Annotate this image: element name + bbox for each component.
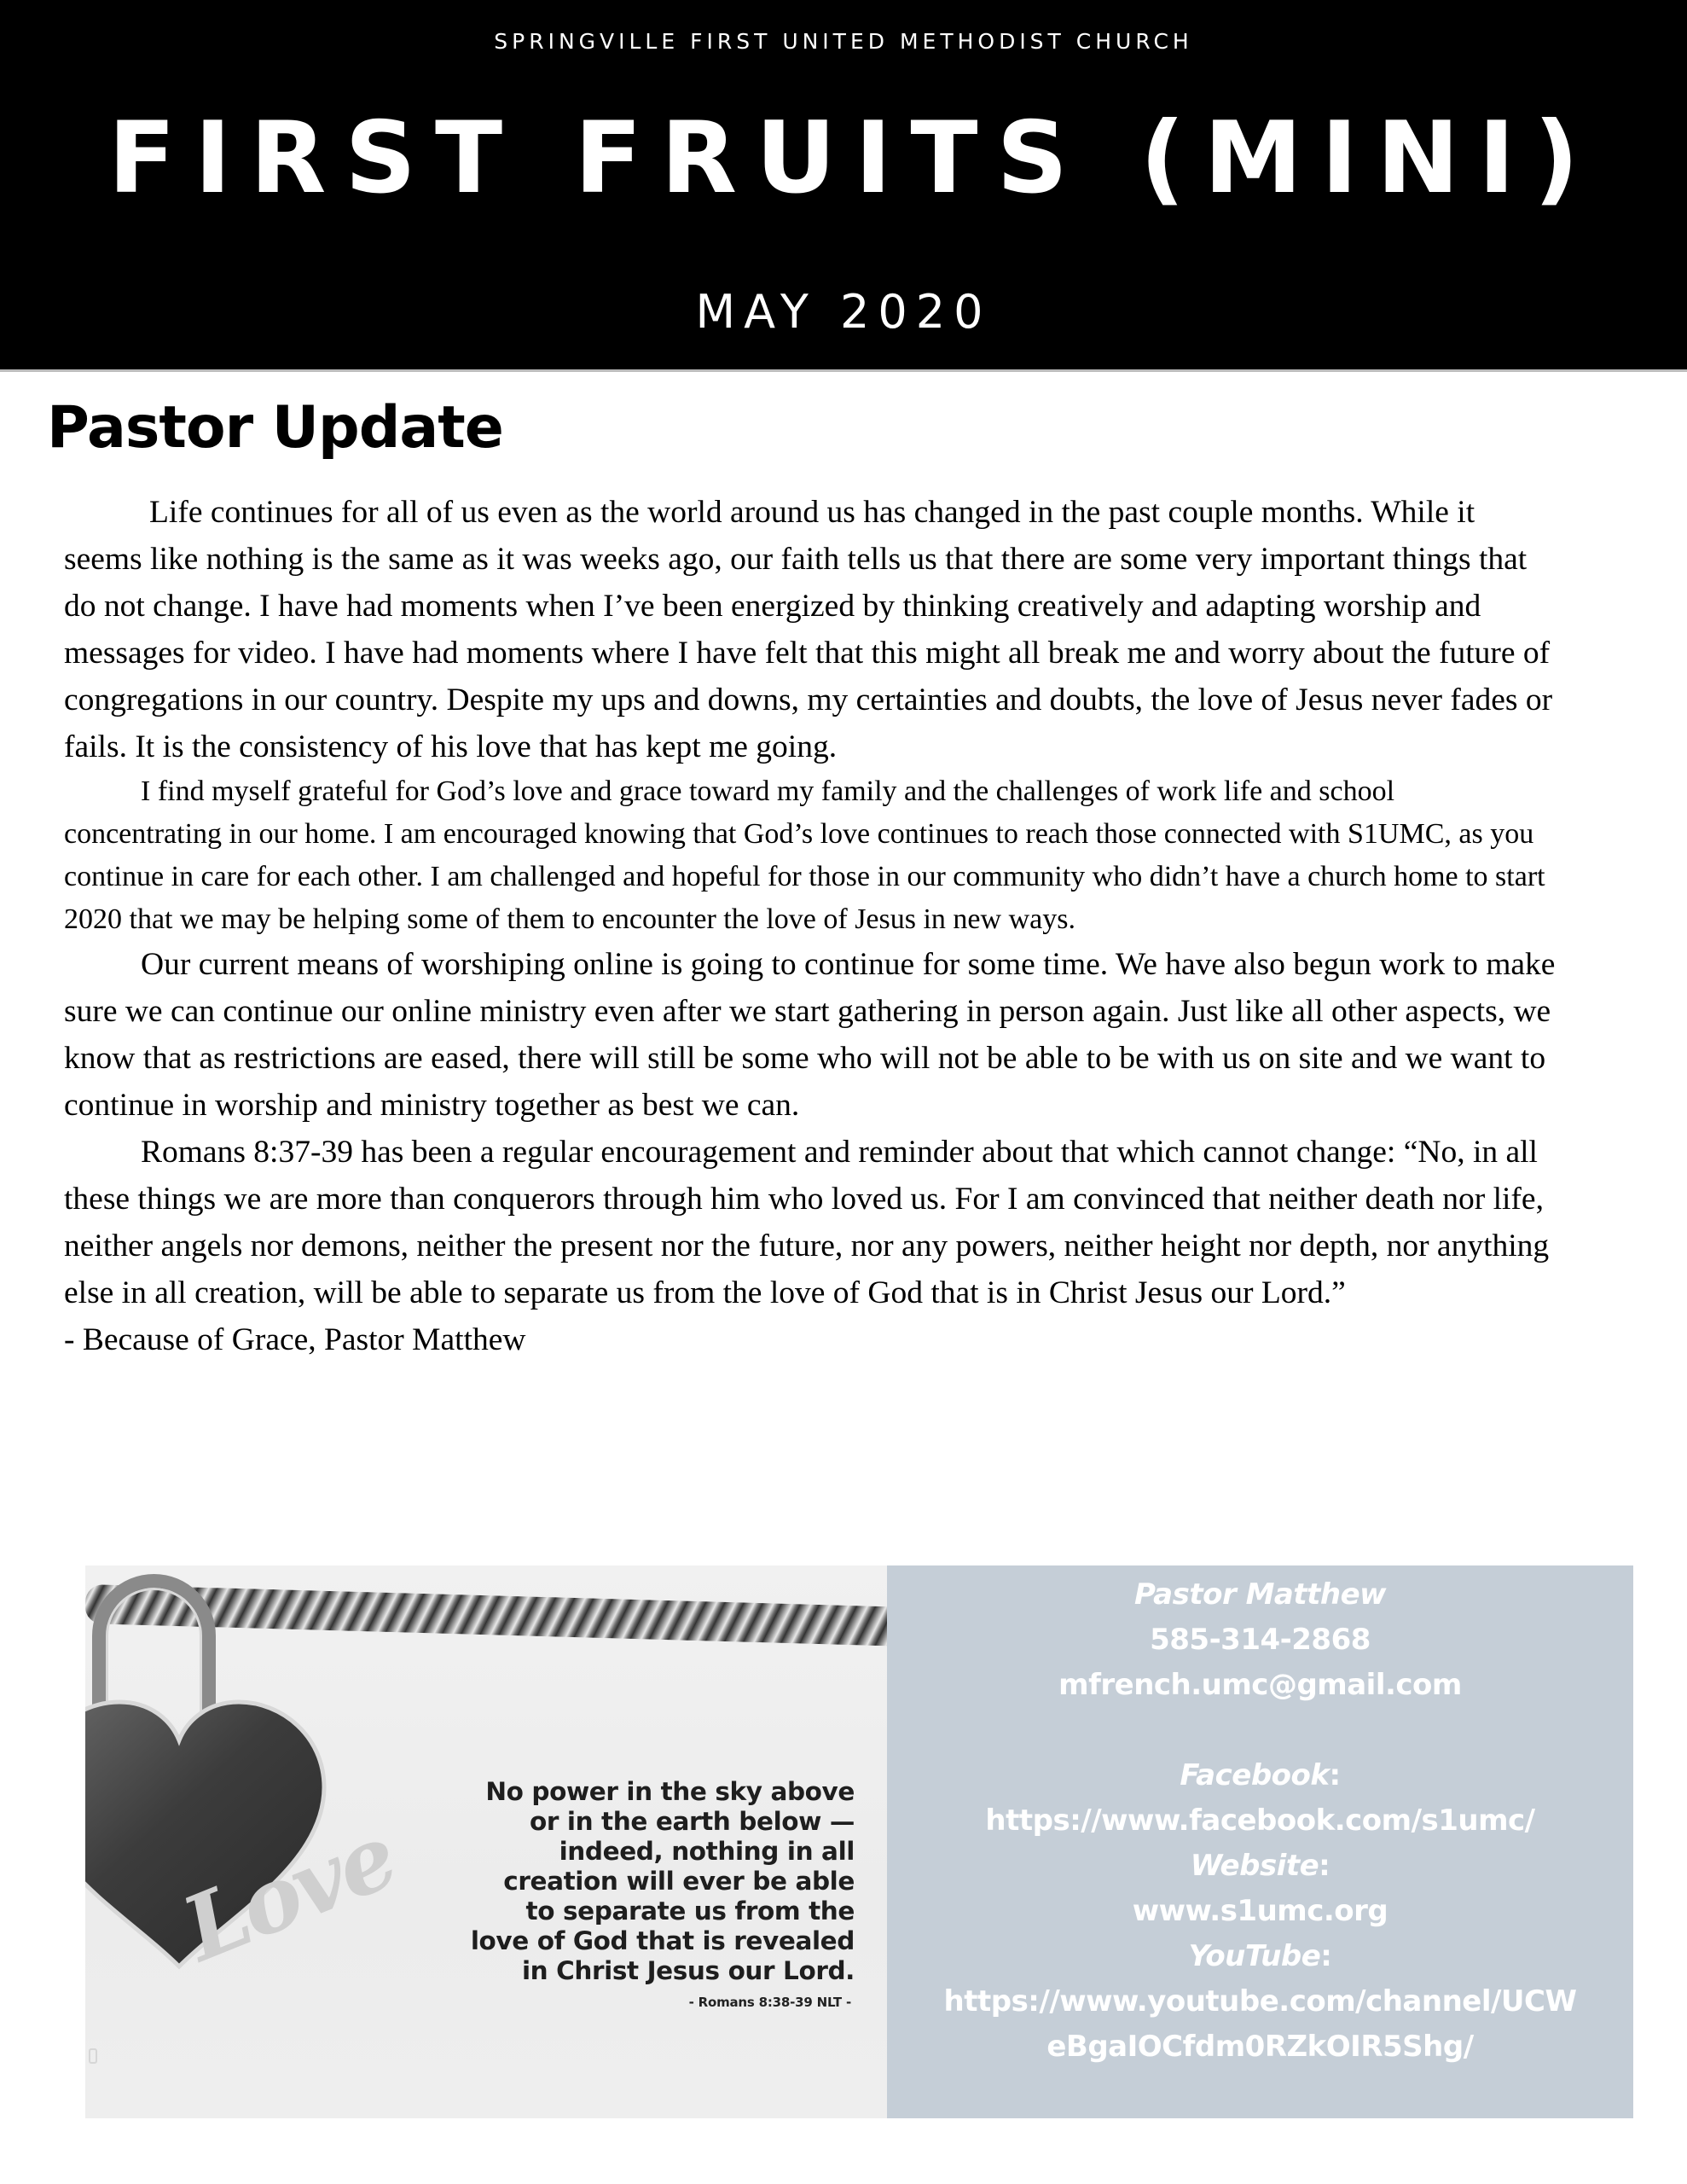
- verse-line: indeed, nothing in all: [559, 1837, 855, 1866]
- verse-line: love of God that is revealed: [470, 1926, 855, 1955]
- phone-number[interactable]: 585-314-2868: [1150, 1623, 1371, 1657]
- youtube-link-line-1[interactable]: https://www.youtube.com/channel/UCW: [943, 1984, 1577, 2018]
- article-signoff: - Because of Grace, Pastor Matthew: [64, 1322, 526, 1357]
- bottom-block: [85, 1565, 1633, 2118]
- organization-name: SPRINGVILLE FIRST UNITED METHODIST CHURCH: [494, 29, 1193, 54]
- article-paragraph: Our current means of worshiping online is going to continue for some time. We have also begun work to make sure we can continue our online ministry even after we start gathering in person again. Just like all other aspects, we know that as restrictions are eased, there will still be some who will not be able to be with us on site and we want to continue in worship and ministry together as best we can.: [64, 947, 1556, 1123]
- youtube-link-line-2[interactable]: eBgaIOCfdm0RZkOIR5Shg/: [1046, 2030, 1474, 2064]
- website-link[interactable]: www.s1umc.org: [1132, 1894, 1388, 1928]
- article-paragraph: I find myself grateful for God’s love and grace toward my family and the challenges of work life and school concentrating in our home. I am encouraged knowing that God’s love continues to reach those connected with S1UMC, as you continue in care for each other. I am challenged and hopeful for those in our community who didn’t have a church home to start 2020 that we may be helping some of them to encounter the love of Jesus in new ways.: [64, 775, 1545, 935]
- youtube-label: YouTube: [1188, 1939, 1321, 1973]
- verse-line: to separate us from the: [525, 1896, 855, 1926]
- article-body: [64, 489, 1557, 1363]
- facebook-link[interactable]: https://www.facebook.com/s1umc/: [985, 1804, 1535, 1838]
- facebook-label: Facebook: [1180, 1758, 1330, 1792]
- spacer: [887, 1708, 1633, 1753]
- youtube-label-line: [887, 1934, 1633, 1979]
- love-script-text: Love: [169, 1804, 409, 1982]
- verse-line: or in the earth below —: [529, 1807, 855, 1836]
- masthead: [0, 0, 1687, 372]
- watermark-icon: [89, 2048, 97, 2064]
- colon: :: [1319, 1849, 1330, 1883]
- verse-quote: [428, 1777, 855, 1986]
- website-label-line: [887, 1844, 1633, 1889]
- verse-reference: - Romans 8:38-39 NLT -: [688, 1995, 851, 2010]
- article-heading: Pastor Update: [47, 394, 503, 462]
- colon: :: [1329, 1758, 1341, 1792]
- colon: :: [1320, 1939, 1332, 1973]
- verse-line: creation will ever be able: [503, 1867, 855, 1896]
- contact-box: [887, 1565, 1633, 2118]
- pastor-name: Pastor Matthew: [1133, 1577, 1387, 1612]
- email-link[interactable]: mfrench.umc@gmail.com: [1058, 1668, 1462, 1702]
- article-paragraph: Romans 8:37-39 has been a regular encouragement and reminder about that which cannot change: “No, in all these things we are more than conquerors through him who loved us. For I am convinced that neither death nor life, neither angels nor demons, neither the present nor the future, nor any powers, neither height nor depth, nor anything else in all creation, will be able to separate us from the love of God that is in Christ Jesus our Lord.”: [64, 1135, 1550, 1310]
- issue-date: MAY 2020: [695, 285, 992, 339]
- verse-line: in Christ Jesus our Lord.: [521, 1956, 855, 1985]
- verse-line: No power in the sky above: [485, 1777, 855, 1806]
- facebook-label-line: [887, 1753, 1633, 1798]
- verse-image: [85, 1565, 889, 2118]
- website-label: Website: [1190, 1849, 1319, 1883]
- article-paragraph: Life continues for all of us even as the world around us has changed in the past couple months. While it seems like nothing is the same as it was weeks ago, our faith tells us that there are some very important things that do not change. I have had moments when I’ve been energized by thinking creatively and adapting worship and messages for video. I have had moments where I have felt that this might all break me and worry about the future of congregations in our country. Despite my ups and downs, my certainties and doubts, the love of Jesus never fades or fails. It is the consistency of his love that has kept me going.: [64, 495, 1553, 764]
- newsletter-title: FIRST FRUITS (MINI): [107, 101, 1598, 216]
